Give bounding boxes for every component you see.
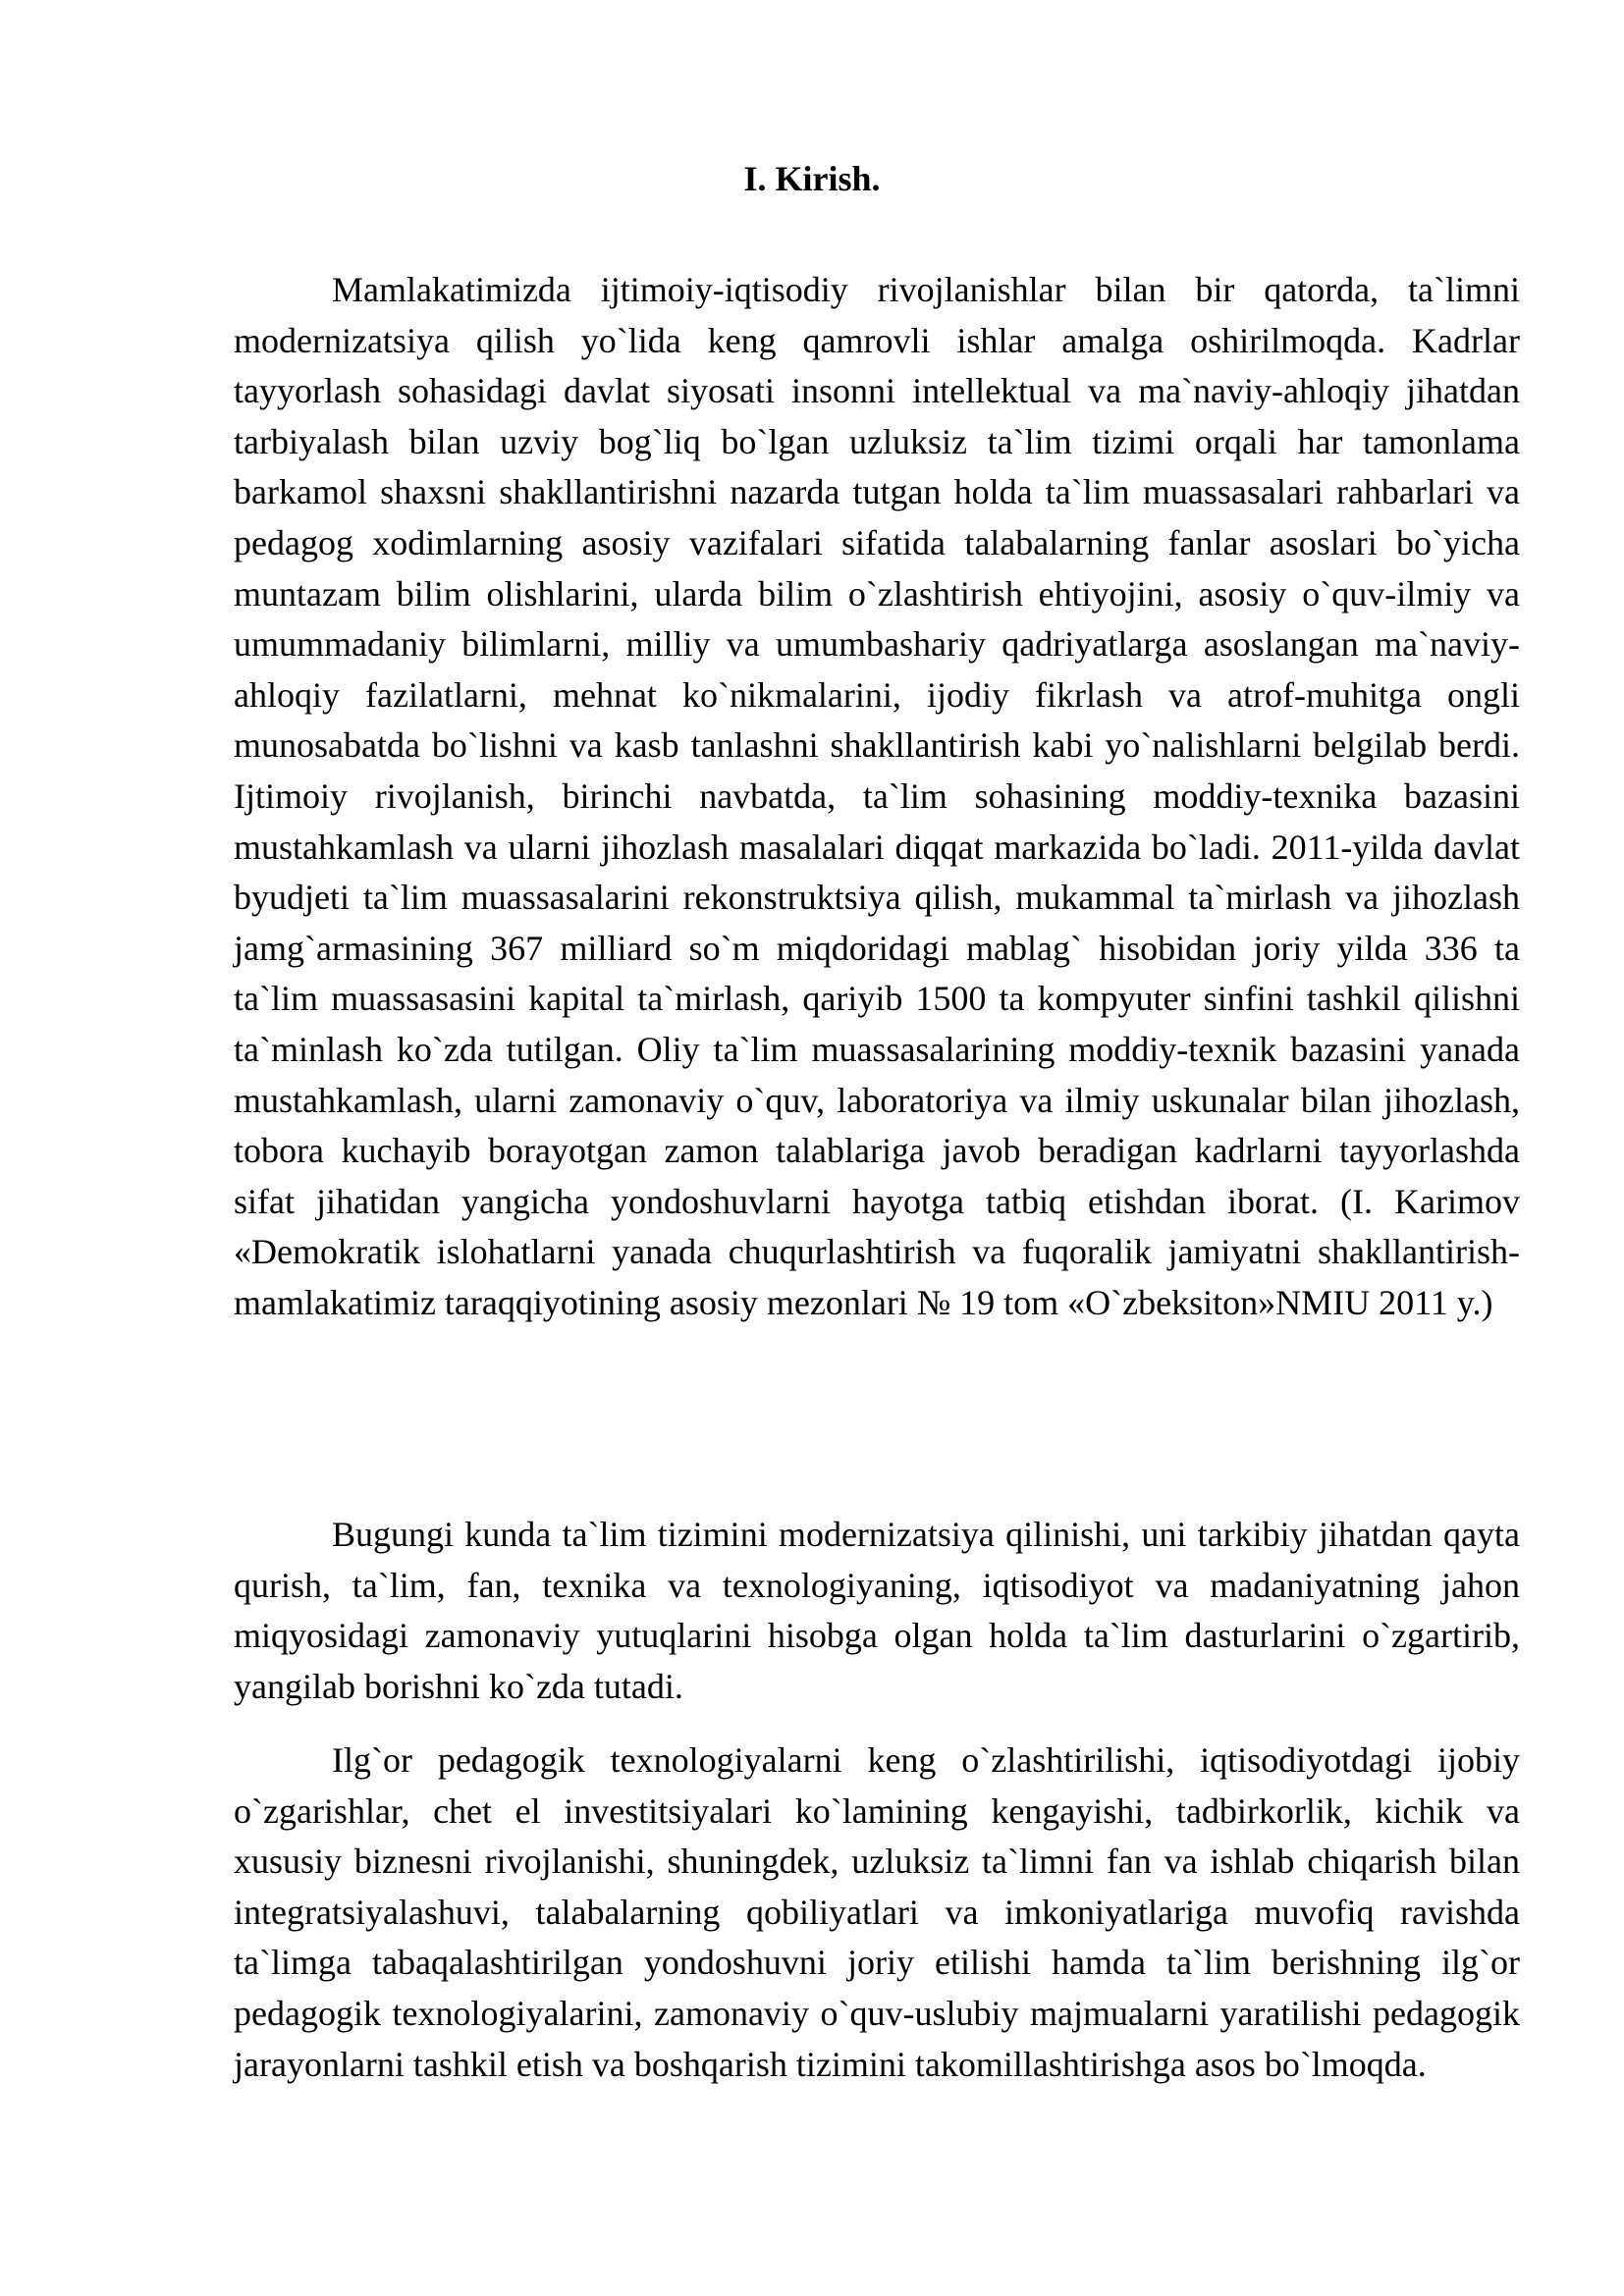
section-heading: I. Kirish. (743, 159, 881, 198)
paragraph-3: Ilg`or pedagogik texnologiyalarni keng o`zlashtirilishi, iqtisodiyotdagi ijobiy o`zgarishlar, chet el investitsiyalari ko`lamining kengayishi, tadbirkorlik, kichik va xususiy biznesni rivojlanishi, shuningdek, uzluksiz ta`limni fan va ishlab chiqarish bilan integratsiyalashuvi, talabalarning qobiliyatlari va imkoniyatlariga muvofiq ravishda ta`limga tabaqalashtirilgan yondoshuvni joriy etilishi hamda ta`lim berishning ilg`or pedagogik texnologiyalarini, zamonaviy o`quv-uslubiy majmualarni yaratilishi pedagogik jarayonlarni tashkil etish va boshqarish tizimini takomillashtirishga asos bo`lmoqda. (234, 1740, 1520, 2084)
paragraph-2: Bugungi kunda ta`lim tizimini modernizatsiya qilinishi, uni tarkibiy jihatdan qayta qurish, ta`lim, fan, texnika va texnologiyaning, iqtisodiyot va madaniyatning jahon miqyosidagi zamonaviy yutuqlarini hisobga olgan holda ta`lim dasturlarini o`zgartirib, yangilab borishni ko`zda tutadi. (234, 1515, 1520, 1706)
paragraph-1: Mamlakatimizda ijtimoiy-iqtisodiy rivojlanishlar bilan bir qatorda, ta`limni modernizatsiya qilish yo`lida keng qamrovli ishlar amalga oshirilmoqda. Kadrlar tayyorlash sohasidagi davlat siyosati insonni intellektual va ma`naviy-ahloqiy jihatdan tarbiyalash bilan uzviy bog`liq bo`lgan uzluksiz ta`lim tizimi orqali har tamonlama barkamol shaxsni shakllantirishni nazarda tutgan holda ta`lim muassasalari rahbarlari va pedagog xodimlarning asosiy vazifalari sifatida talabalarning fanlar asoslari bo`yicha muntazam bilim olishlarini, ularda bilim o`zlashtirish ehtiyojini, asosiy o`quv-ilmiy va umummadaniy bilimlarni, milliy va umumbashariy qadriyatlarga asoslangan ma`naviy-ahloqiy fazilatlarni, mehnat ko`nikmalarini, ijodiy fikrlash va atrof-muhitga ongli munosabatda bo`lishni va kasb tanlashni shakllantirish kabi yo`nalishlarni belgilab berdi. Ijtimoiy rivojlanish, birinchi navbatda, ta`lim sohasining moddiy-texnika bazasini mustahkamlash va ularni jihozlash masalalari diqqat markazida bo`ladi. 2011-yilda davlat byudjeti ta`lim muassasalarini rekonstruktsiya qilish, mukammal ta`mirlash va jihozlash jamg`armasining 367 milliard so`m miqdoridagi mablag` hisobidan joriy yilda 336 ta ta`lim muassasasini kapital ta`mirlash, qariyib 1500 ta kompyuter sinfini tashkil qilishni ta`minlash ko`zda tutilgan. Oliy ta`lim muassasalarining moddiy-texnik bazasini yanada mustahkamlash, ularni zamonaviy o`quv, laboratoriya va ilmiy uskunalar bilan jihozlash, tobora kuchayib borayotgan zamon talablariga javob beradigan kadrlarni tayyorlashda sifat jihatidan yangicha yondoshuvlarni hayotga tatbiq etishdan iborat. (I. Karimov «Demokratik islohatlarni yanada chuqurlashtirish va fuqoralik jamiyatni shakllantirish-mamlakatimiz taraqqiyotining asosiy mezonlari № 19 tom «O`zbeksiton»NMIU 2011 y.) (234, 270, 1520, 1322)
